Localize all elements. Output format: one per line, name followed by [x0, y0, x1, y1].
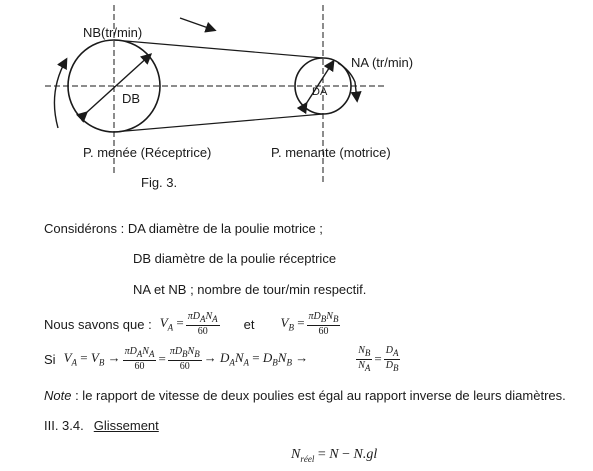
- line-considerons: Considérons : DA diamètre de la poulie motrice ;: [44, 221, 323, 236]
- note-label: Note: [44, 388, 72, 403]
- caption-driven-pulley: P. menée (Réceptrice): [83, 145, 212, 160]
- belt-direction-arrow: [180, 18, 214, 30]
- line-na-nb-definition: NA et NB ; nombre de tour/min respectif.: [133, 282, 367, 297]
- section-title: Glissement: [93, 418, 159, 433]
- si-text: Si: [44, 351, 56, 367]
- section-number: III. 3.4.: [44, 418, 84, 433]
- derivation-line: Si $V_A = V_B$ → $\frac{\pi D_AN_A}{60}$ = $\frac{\pi D_BN_B}{60}$ → $D_AN_A = D_BN_B$ → $\frac{N_B}{N_A}$ = $\frac{D_A}{D_B}$: [44, 344, 399, 373]
- note-line: [44, 388, 566, 403]
- label-nb: NB(tr/min): [83, 25, 143, 40]
- nous-savons-text: Nous savons que :: [44, 316, 152, 332]
- belt-bottom: [114, 114, 323, 132]
- formula-va: $V_A$ =: [159, 315, 184, 333]
- et-text: et: [243, 316, 255, 332]
- fraction-vb: $\frac{\pi D_BN_B}{60}$: [308, 311, 339, 337]
- driven-rotation-arrow: [54, 60, 66, 128]
- db-diameter-arrow: [86, 55, 150, 113]
- label-db: DB: [122, 91, 141, 106]
- slip-formula: $N_{réel} = N - N.gl$: [291, 447, 378, 464]
- formula-vb: $V_B$ =: [280, 315, 305, 333]
- velocity-formulas: [44, 310, 342, 338]
- label-da: DA: [312, 86, 328, 98]
- section-heading: [44, 418, 159, 433]
- note-text: : le rapport de vitesse de deux poulies est égal au rapport inverse de leurs diamètres.: [71, 388, 566, 403]
- figure-label: Fig. 3.: [141, 175, 178, 190]
- fraction-va: $\frac{\pi D_AN_A}{60}$: [187, 311, 218, 337]
- label-na: NA (tr/min): [351, 55, 414, 70]
- line-db-definition: DB diamètre de la poulie réceptrice: [133, 251, 337, 266]
- caption-driving-pulley: P. menante (motrice): [271, 145, 391, 160]
- belt-top: [114, 40, 323, 58]
